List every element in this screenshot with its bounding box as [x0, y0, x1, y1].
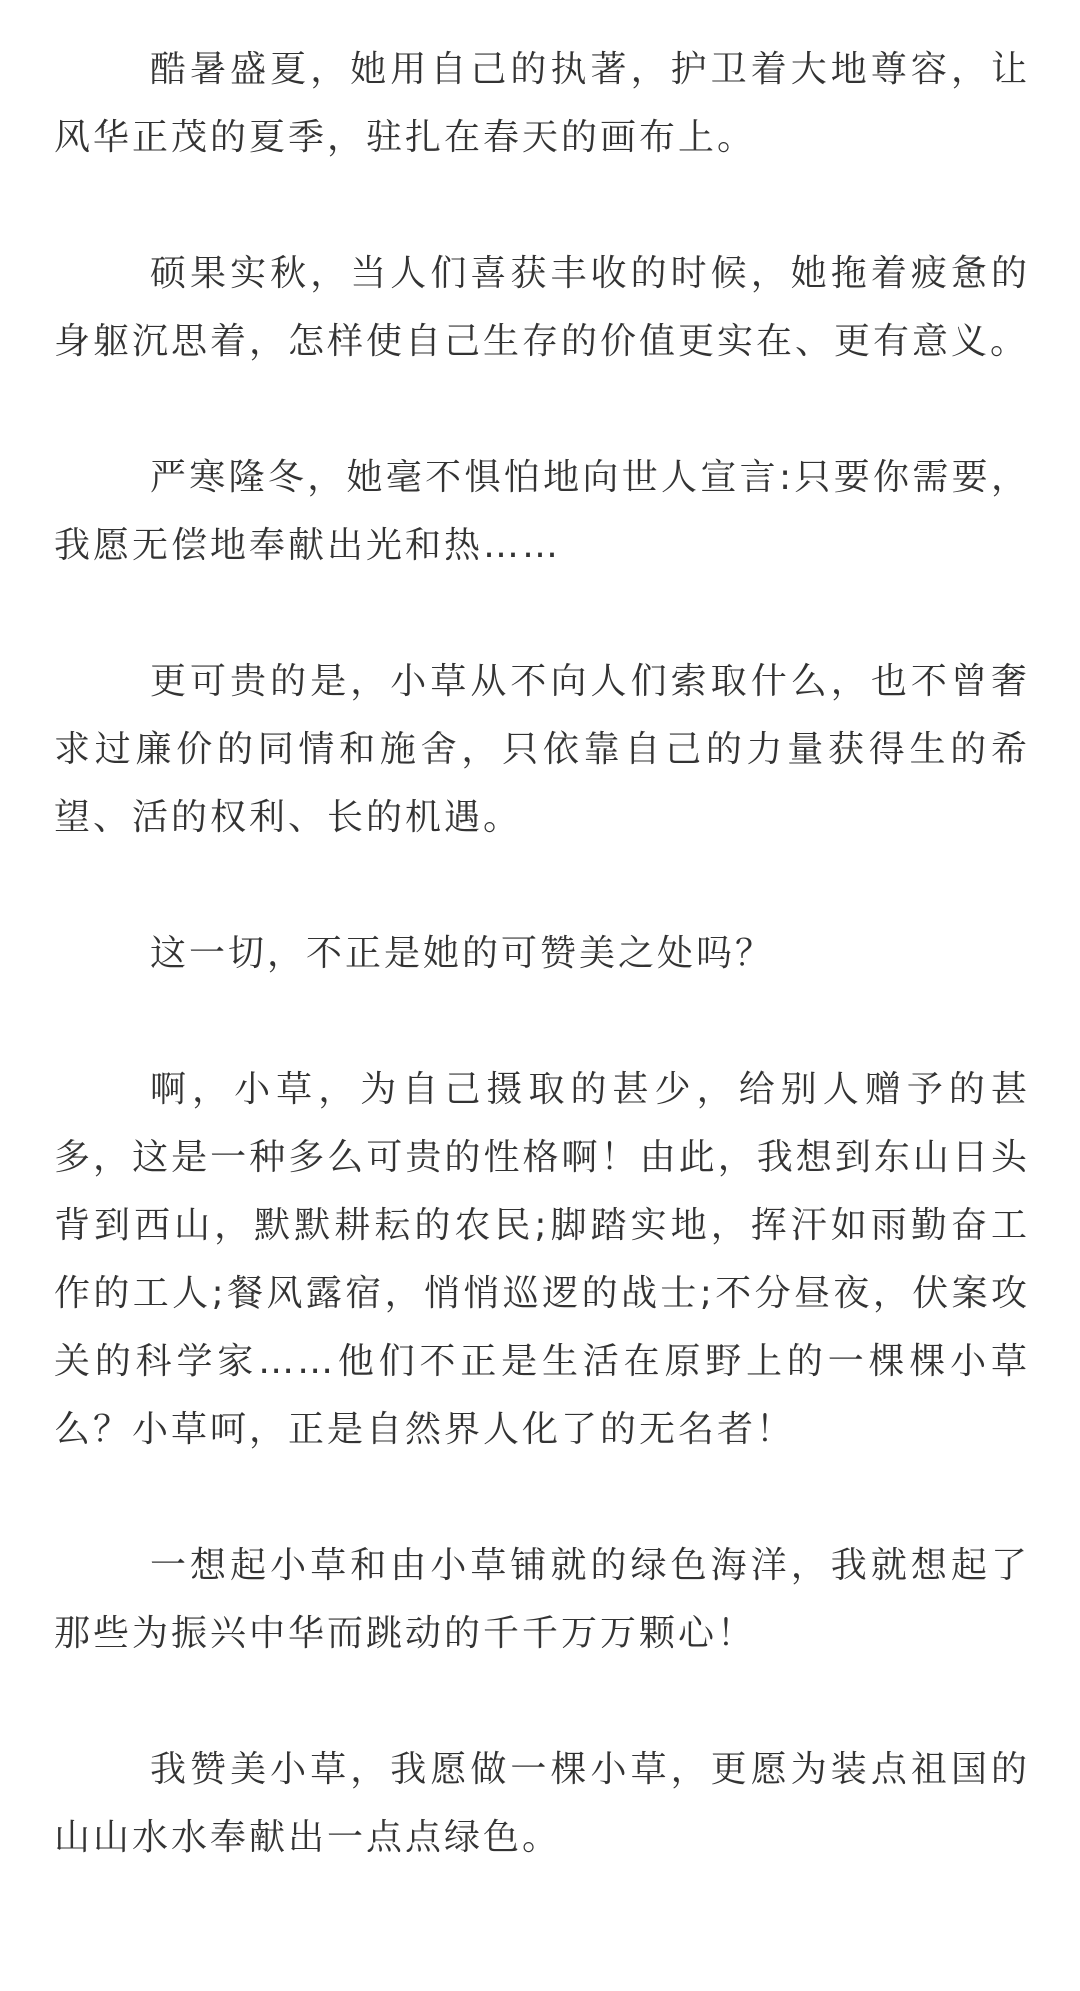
paragraph-summer: 酷暑盛夏，她用自己的执著，护卫着大地尊容，让风华正茂的夏季，驻扎在春天的画布上。: [54, 49, 1030, 158]
paragraph-grass-character: 啊，小草，为自己摄取的甚少，给别人赠予的甚多，这是一种多么可贵的性格啊！由此，我想到东山日头背到西山，默默耕耘的农民;脚踏实地，挥汗如雨勤奋工作的工人;餐风露宿，悄悄巡逻的战士;不分昼夜，伏案攻关的科学家……他们不正是生活在原野上的一棵棵小草么？小草呵，正是自然界人化了的无名者！: [54, 1069, 1030, 1450]
paragraph-autumn: 硕果实秋，当人们喜获丰收的时候，她拖着疲惫的身躯沉思着，怎样使自己生存的价值更实在、更有意义。: [54, 253, 1030, 362]
paragraph-conclusion: 我赞美小草，我愿做一棵小草，更愿为装点祖国的山山水水奉献出一点点绿色。: [54, 1749, 1030, 1858]
article-body: [54, 36, 1030, 1940]
paragraph-praise-question: 这一切，不正是她的可赞美之处吗？: [150, 933, 775, 974]
paragraph-winter: 严寒隆冬，她毫不惧怕地向世人宣言:只要你需要，我愿无偿地奉献出光和热……: [54, 457, 1030, 566]
paragraph-precious: 更可贵的是，小草从不向人们索取什么，也不曾奢求过廉价的同情和施舍，只依靠自己的力量获得生的希望、活的权利、长的机遇。: [54, 661, 1030, 838]
paragraph-green-ocean: 一想起小草和由小草铺就的绿色海洋，我就想起了那些为振兴中华而跳动的千千万万颗心！: [54, 1545, 1030, 1654]
